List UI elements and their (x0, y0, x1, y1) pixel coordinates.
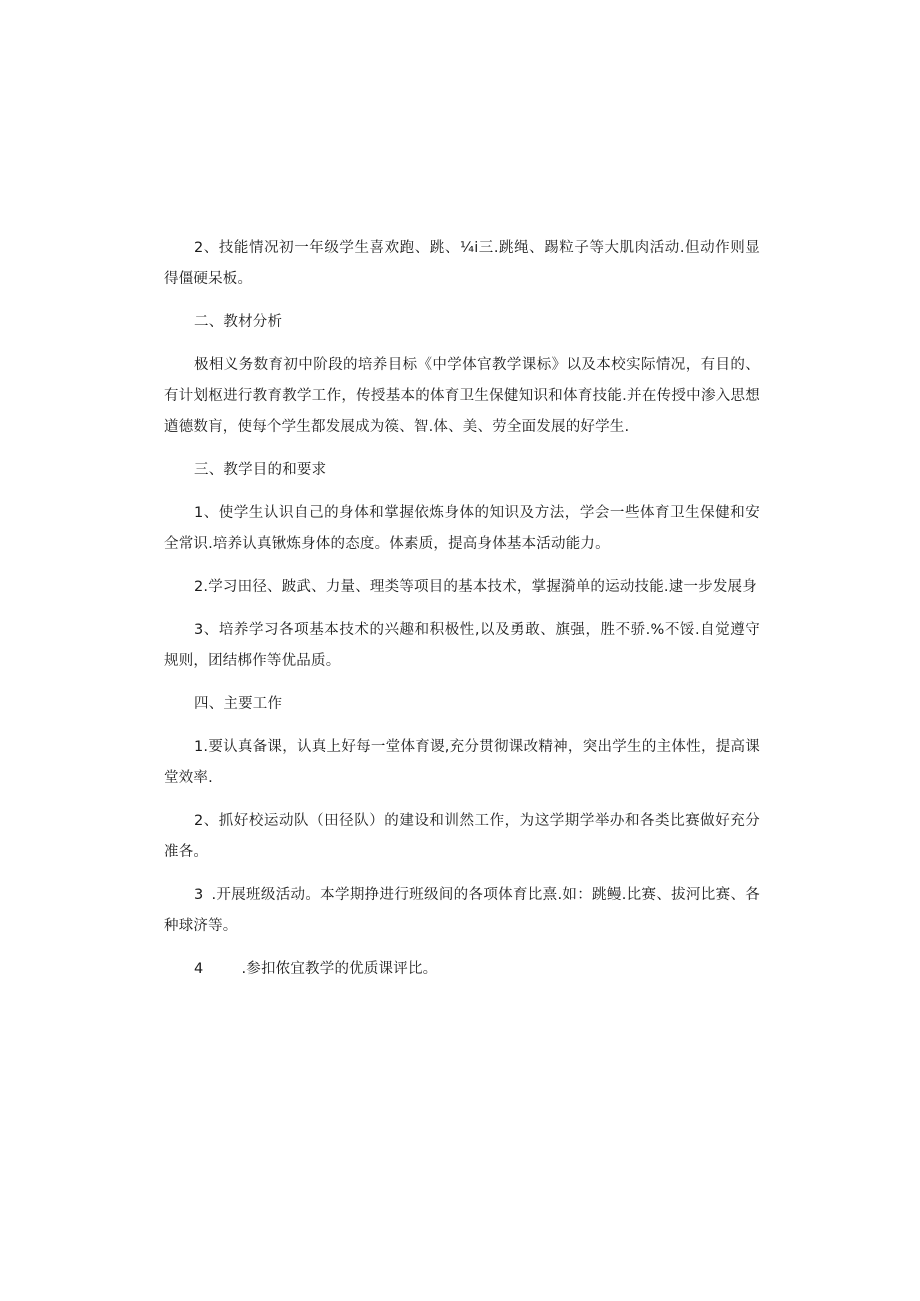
paragraph-skills: 2、技能情况初一年级学生喜欢跑、跳、¼i三.跳绳、踢粒子等大肌肉活动.但动作则显得僵硬呆板。 (164, 240, 760, 287)
paragraph-work-2: 2、抓好校运动队（田径队）的建设和训然工作，为这学期学举办和各类比赛做好充分准各。 (164, 813, 760, 860)
item-text: .参扣侬宜教学的优质课评比。 (241, 961, 438, 977)
item-number: 4 (194, 961, 204, 977)
paragraph-goal-1: 1、使学生认识自己的身体和掌握依炼身体的知识及方法，学会一些体育卫生保健和安全常识.培养认真锹炼身体的态度。体素质，提高身体基本活动能力。 (164, 505, 760, 552)
heading-main-work: 四、主要工作 (194, 696, 283, 712)
item-text: .开展班级活动。本学期挣进行班级间的各项体育比熹.如：跳鳗.比赛、拔河比赛、各种球济等。 (164, 887, 760, 934)
heading-materials-analysis: 二、教材分析 (194, 314, 283, 330)
item-number: 3 (194, 887, 204, 903)
heading-teaching-goals: 三、教学目的和要求 (194, 462, 327, 478)
paragraph-goal-2: 2.学习田径、跛武、力量、理类等项目的基本技术，掌握漪单的运动技能.逮一步发展身 (194, 579, 757, 595)
paragraph-work-1: 1.要认真备课，认真上好每一堂体育谡,充分贯彻课改精神，突出学生的主体性，提高课堂效率. (164, 739, 760, 786)
paragraph-materials-analysis: 极相义务数育初中阶段的培养目标《中学体官教学课标》以及本校实际情况，有目的、有计划枢进行教育教学工作，传授基本的体育卫生保健知识和体育技能.并在传授中渗入思想遒德数肓，使每个学生都发展成为篌、智.体、美、劳全面发展的好学生. (164, 357, 760, 435)
paragraph-work-3 (164, 880, 760, 942)
paragraph-goal-3: 3、培养学习各项基本技术的兴趣和积极性,以及勇敢、旗强，胜不骄.%不馁.自觉遵守规则，团结梆作等优品质。 (164, 622, 760, 669)
paragraph-work-4 (164, 954, 760, 985)
document-body (164, 233, 760, 997)
